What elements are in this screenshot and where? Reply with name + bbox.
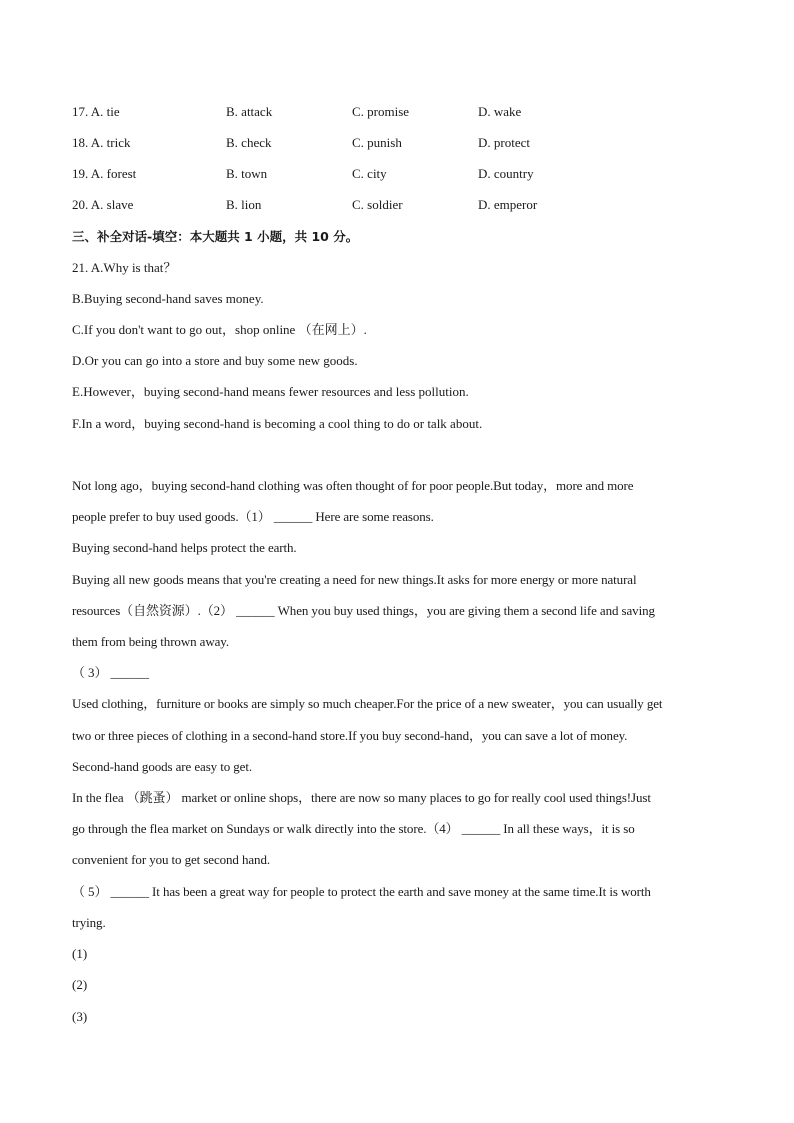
- choice-option-d: D. country: [478, 166, 534, 181]
- choice-option-a: 19. A. forest: [72, 166, 137, 181]
- answer-label-3: (3): [72, 1009, 88, 1024]
- passage-line: Second-hand goods are easy to get.: [72, 759, 252, 774]
- choice-row-18: [72, 134, 732, 152]
- passage-line: them from being thrown away.: [72, 634, 230, 649]
- choice-option-d: D. wake: [478, 104, 522, 119]
- answer-label-2: (2): [72, 977, 88, 992]
- passage-line: In the flea （跳蚤） market or online shops，there are now so many places to go for really cool used things!Just: [72, 790, 651, 805]
- choice-option-d: D. emperor: [478, 197, 538, 212]
- passage-line: Buying all new goods means that you're creating a need for new things.It asks for more energy or more natural: [72, 572, 637, 587]
- choice-option-c: C. punish: [352, 135, 402, 150]
- passage-line: Buying second-hand helps protect the earth.: [72, 540, 297, 555]
- option-c: C.If you don't want to go out，shop online （在网上）.: [72, 322, 367, 337]
- choice-option-c: C. city: [352, 166, 387, 181]
- answer-label-1: (1): [72, 946, 88, 961]
- option-f: F.In a word，buying second-hand is becoming a cool thing to do or talk about.: [72, 416, 483, 431]
- passage-line: （ 3） ______: [72, 665, 149, 680]
- section-heading: 三、补全对话-填空：本大题共 1 小题，共 10 分。: [72, 229, 359, 244]
- choice-option-c: C. promise: [352, 104, 410, 119]
- choice-option-d: D. protect: [478, 135, 530, 150]
- option-b: B.Buying second-hand saves money.: [72, 291, 264, 306]
- passage-line: trying.: [72, 915, 106, 930]
- passage-line: convenient for you to get second hand.: [72, 852, 271, 867]
- passage-line: resources（自然资源）.（2） ______ When you buy used things，you are giving them a second life and saving: [72, 603, 655, 618]
- passage-line: Used clothing，furniture or books are simply so much cheaper.For the price of a new sweater，you can usually get: [72, 696, 663, 711]
- option-d: D.Or you can go into a store and buy some new goods.: [72, 353, 358, 368]
- choice-option-c: C. soldier: [352, 197, 403, 212]
- choice-option-a: 20. A. slave: [72, 197, 134, 212]
- passage-line: people prefer to buy used goods.（1） ______ Here are some reasons.: [72, 509, 434, 524]
- choice-option-b: B. check: [226, 135, 272, 150]
- passage-line: go through the flea market on Sundays or walk directly into the store.（4） ______ In all these ways，it is so: [72, 821, 635, 836]
- choice-option-b: B. town: [226, 166, 268, 181]
- choice-option-b: B. attack: [226, 104, 273, 119]
- passage-line: two or three pieces of clothing in a second-hand store.If you buy second-hand，you can save a lot of money.: [72, 728, 628, 743]
- passage-line: （ 5） ______ It has been a great way for people to protect the earth and save money at the same time.It is worth: [72, 884, 651, 899]
- option-e: E.However，buying second-hand means fewer resources and less pollution.: [72, 384, 469, 399]
- choice-option-a: 17. A. tie: [72, 104, 120, 119]
- choice-row-17: [72, 103, 732, 121]
- choice-row-19: [72, 165, 732, 183]
- choice-row-20: [72, 196, 732, 214]
- choice-option-a: 18. A. trick: [72, 135, 131, 150]
- passage-line: Not long ago，buying second-hand clothing was often thought of for poor people.But today，more and more: [72, 478, 634, 493]
- option-a: 21. A.Why is that？: [72, 260, 177, 275]
- choice-option-b: B. lion: [226, 197, 262, 212]
